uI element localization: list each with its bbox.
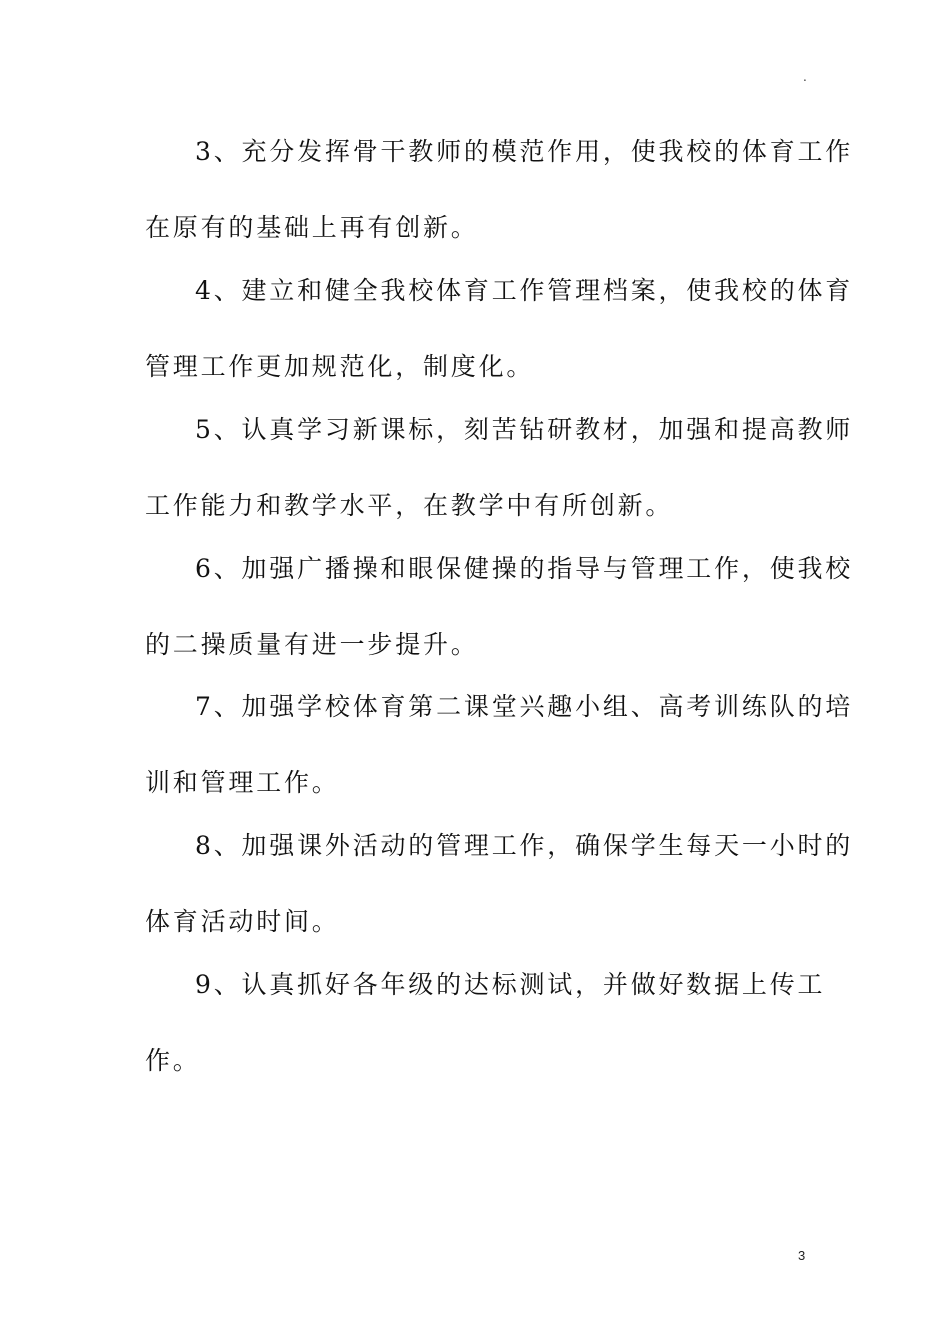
paragraph-line: 3、充分发挥骨干教师的模范作用，使我校的体育工作 [195,137,854,166]
header-mark: . [803,70,807,84]
paragraph-line: 在原有的基础上再有创新。 [145,213,479,242]
paragraph-line: 4、建立和健全我校体育工作管理档案，使我校的体育 [195,276,854,305]
paragraph-line: 体育活动时间。 [145,907,340,936]
paragraph-line: 5、认真学习新课标，刻苦钻研教材，加强和提高教师 [195,415,854,444]
paragraph-line: 管理工作更加规范化，制度化。 [145,352,535,381]
paragraph-line: 7、加强学校体育第二课堂兴趣小组、高考训练队的培 [195,692,854,721]
paragraph-line: 训和管理工作。 [145,768,340,797]
paragraph-line: 的二操质量有进一步提升。 [145,630,479,659]
paragraph-line: 6、加强广播操和眼保健操的指导与管理工作，使我校 [195,554,854,583]
paragraph-line: 工作能力和教学水平，在教学中有所创新。 [145,491,674,520]
page-number: 3 [798,1248,806,1263]
paragraph-line: 8、加强课外活动的管理工作，确保学生每天一小时的 [195,831,854,860]
paragraph-line: 作。 [145,1046,201,1075]
paragraph-line: 9、认真抓好各年级的达标测试，并做好数据上传工 [195,970,826,999]
